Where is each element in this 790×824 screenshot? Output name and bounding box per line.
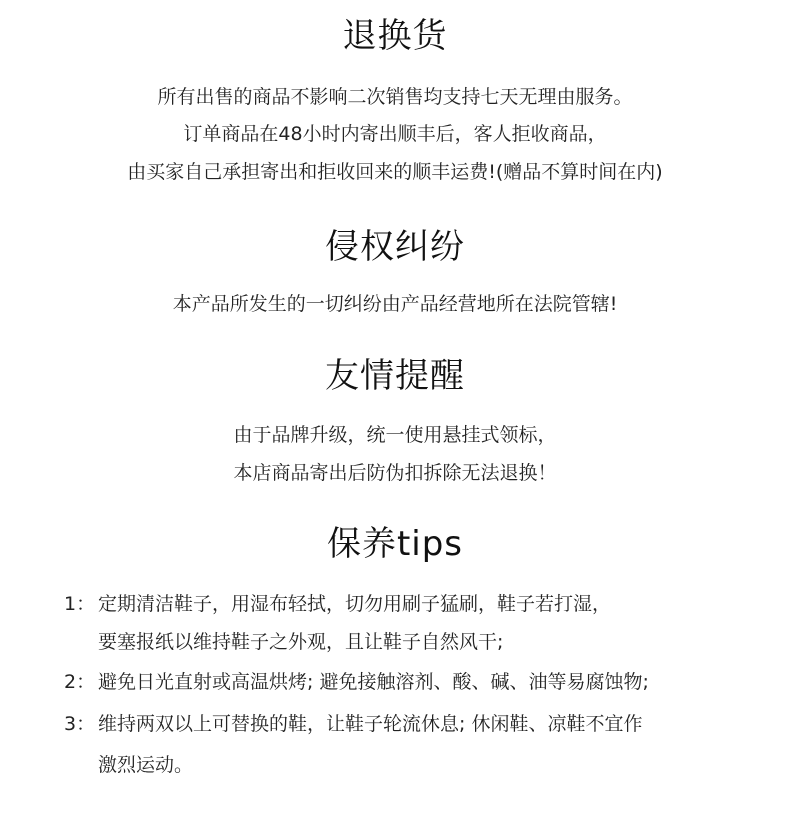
care-tip-3-line-1: 维持两双以上可替换的鞋，让鞋子轮流休息; 休闲鞋、凉鞋不宜作 bbox=[98, 713, 643, 735]
returns-title: 退换货 bbox=[342, 16, 448, 56]
care-tip-2-line-1: 避免日光直射或高温烘烤; 避免接触溶剂、酸、碱、油等易腐蚀物; bbox=[98, 671, 649, 693]
care-title: 保养tips bbox=[326, 524, 464, 564]
returns-line-3: 由买家自己承担寄出和拒收回来的顺丰运费!(赠品不算时间在内) bbox=[127, 161, 663, 183]
care-tip-1-line-2: 要塞报纸以维持鞋子之外观，且让鞋子自然风干; bbox=[98, 631, 504, 653]
dispute-title: 侵权纠纷 bbox=[325, 227, 465, 267]
reminder-line-2: 本店商品寄出后防伪扣拆除无法退换！ bbox=[233, 462, 557, 484]
reminder-line-1: 由于品牌升级，统一使用悬挂式领标， bbox=[233, 424, 557, 446]
care-tip-3-line-2: 激烈运动。 bbox=[98, 754, 194, 776]
care-tip-1-line-1: 定期清洁鞋子，用湿布轻拭，切勿用刷子猛刷，鞋子若打湿， bbox=[98, 593, 612, 615]
returns-line-1: 所有出售的商品不影响二次销售均支持七天无理由服务。 bbox=[157, 86, 633, 108]
reminder-title: 友情提醒 bbox=[325, 356, 465, 396]
dispute-line-1: 本产品所发生的一切纠纷由产品经营地所在法院管辖! bbox=[172, 293, 618, 315]
care-tip-2-number: 2： bbox=[64, 671, 96, 693]
care-tip-1-number: 1： bbox=[64, 593, 96, 615]
care-tip-3-number: 3： bbox=[64, 713, 96, 735]
returns-line-2: 订单商品在48小时内寄出顺丰后，客人拒收商品， bbox=[183, 123, 607, 145]
